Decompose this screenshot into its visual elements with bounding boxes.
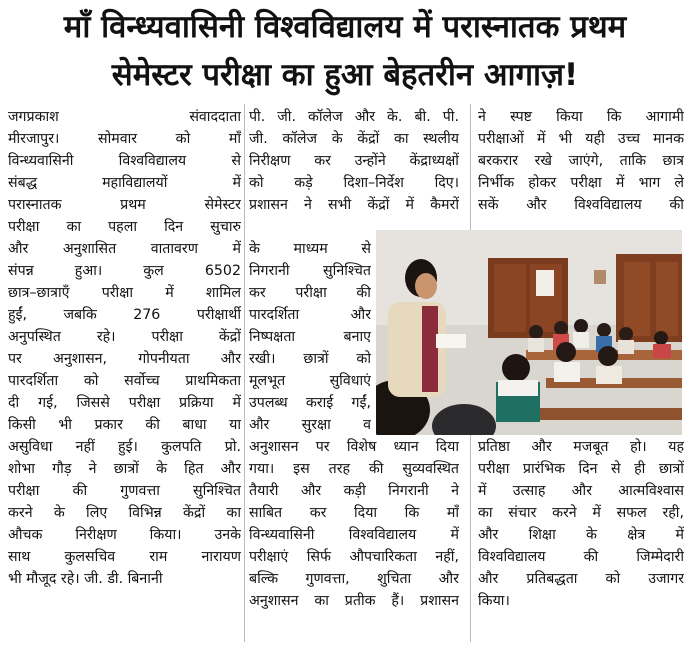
- article-line: जी. कॉलेज के केंद्रों का स्थलीय: [249, 131, 459, 147]
- article-line: विन्ध्यवासिनी विश्वविद्यालय में: [249, 527, 459, 543]
- article-line: उपलब्ध कराई गईं,: [249, 395, 371, 411]
- exam-hall-photo: [376, 230, 682, 435]
- article-line: मूलभूत सुविधाएं: [249, 373, 371, 389]
- article-line: बल्कि गुणवत्ता, शुचिता और: [249, 571, 459, 587]
- headline-line-1: माँ विन्ध्यवासिनी विश्वविद्यालय में परास्नातक प्रथम: [63, 9, 627, 45]
- article-line: दी गई, जिससे परीक्षा प्रक्रिया में: [8, 395, 241, 411]
- article-line: गया। इस तरह की सुव्यवस्थित: [249, 461, 459, 477]
- article-line: संपन्न हुआ। कुल 6502: [8, 263, 241, 279]
- article-line: भी मौजूद रहे। जी. डी. बिनानी: [8, 571, 163, 587]
- article-line: साबित कर दिया कि माँ: [249, 505, 459, 521]
- article-line: निरीक्षण कर उन्होंने केंद्राध्यक्षों: [249, 153, 459, 169]
- article-line: अनुशासन का प्रतीक हैं। प्रशासन: [249, 593, 459, 609]
- article-line: शोभा गौड़ ने छात्रों के हित और: [8, 461, 241, 477]
- article-line: संबद्ध महाविद्यालयों में: [8, 175, 241, 191]
- article-column-3-top: [478, 106, 684, 216]
- article-line: जगप्रकाश संवाददाता: [8, 109, 241, 125]
- article-line: में उत्साह और आत्मविश्वास: [478, 483, 684, 499]
- article-line: परीक्षाएं सिर्फ औपचारिकता नहीं,: [249, 549, 459, 565]
- article-line: और प्रतिबद्धता को उजागर: [478, 571, 684, 587]
- article-line: छात्र–छात्राएँ परीक्षा में शामिल: [8, 285, 241, 301]
- article-line: किया।: [478, 593, 510, 609]
- article-line: करने के लिए विभिन्न केंद्रों का: [8, 505, 241, 521]
- article-line: असुविधा नहीं हुई। कुलपति प्रो.: [8, 439, 241, 455]
- article-line: साथ कुलसचिव राम नारायण: [8, 549, 241, 565]
- column-divider: [244, 104, 245, 642]
- article-line: रखी। छात्रों को: [249, 351, 371, 367]
- article-line: पर अनुशासन, गोपनीयता और: [8, 351, 241, 367]
- article-line: परीक्षा का पहला दिन सुचारु: [8, 219, 241, 235]
- article-line: मीरजापुर। सोमवार को माँ: [8, 131, 241, 147]
- article-line: और अनुशासित वातावरण में: [8, 241, 241, 257]
- article-column-1: [8, 106, 241, 590]
- article-line: को कड़े दिशा–निर्देश दिए।: [249, 175, 459, 191]
- article-line: पी. जी. कॉलेज और के. बी. पी.: [249, 109, 459, 125]
- article-line: परास्नातक प्रथम सेमेस्टर: [8, 197, 241, 213]
- headline-line-2: सेमेस्टर परीक्षा का हुआ बेहतरीन आगाज़!: [111, 57, 579, 93]
- article-line: और शिक्षा के क्षेत्र में: [478, 527, 684, 543]
- article-column-2-top: [249, 106, 459, 216]
- article-line: बरकरार रखे जाएंगे, ताकि छात्र: [478, 153, 684, 169]
- article-line: विश्वविद्यालय की जिम्मेदारी: [478, 549, 684, 565]
- article-line: हुईं, जबकि 276 परीक्षार्थी: [8, 307, 241, 323]
- article-line: सकें और विश्वविद्यालय की: [478, 197, 684, 213]
- article-line: प्रशासन ने सभी केंद्रों में कैमरों: [249, 197, 459, 213]
- article-line: निष्पक्षता बनाए: [249, 329, 371, 345]
- article-line: परीक्षाओं में भी यही उच्च मानक: [478, 131, 684, 147]
- article-line: परीक्षा प्रारंभिक दिन से ही छात्रों: [478, 461, 684, 477]
- article-column-2-bottom: [249, 436, 459, 612]
- article-line: अनुपस्थित रहे। परीक्षा केंद्रों: [8, 329, 241, 345]
- article-line: ने स्पष्ट किया कि आगामी: [478, 109, 684, 125]
- article-column-3-bottom: [478, 436, 684, 612]
- article-line: पारदर्शिता और: [249, 307, 371, 323]
- article-line: विन्ध्यवासिनी विश्वविद्यालय से: [8, 153, 241, 169]
- article-line: औचक निरीक्षण किया। उनके: [8, 527, 241, 543]
- article-line: का संचार करने में सफल रही,: [478, 505, 684, 521]
- article-line: प्रतिष्ठा और मजबूत हो। यह: [478, 439, 684, 455]
- article-line: निर्भीक होकर परीक्षा में भाग ले: [478, 175, 684, 191]
- article-line: अनुशासन पर विशेष ध्यान दिया: [249, 439, 459, 455]
- article-column-2-middle: [249, 238, 371, 436]
- article-line: किसी भी प्रकार की बाधा या: [8, 417, 241, 433]
- article-line: पारदर्शिता को सर्वोच्च प्राथमिकता: [8, 373, 241, 389]
- article-line: परीक्षा की गुणवत्ता सुनिश्चित: [8, 483, 241, 499]
- article-line: तैयारी और कड़ी निगरानी ने: [249, 483, 459, 499]
- article-line: और सुरक्षा व: [249, 417, 371, 433]
- article-line: के माध्यम से: [249, 241, 371, 257]
- article-line: कर परीक्षा की: [249, 285, 371, 301]
- article-line: निगरानी सुनिश्चित: [249, 263, 371, 279]
